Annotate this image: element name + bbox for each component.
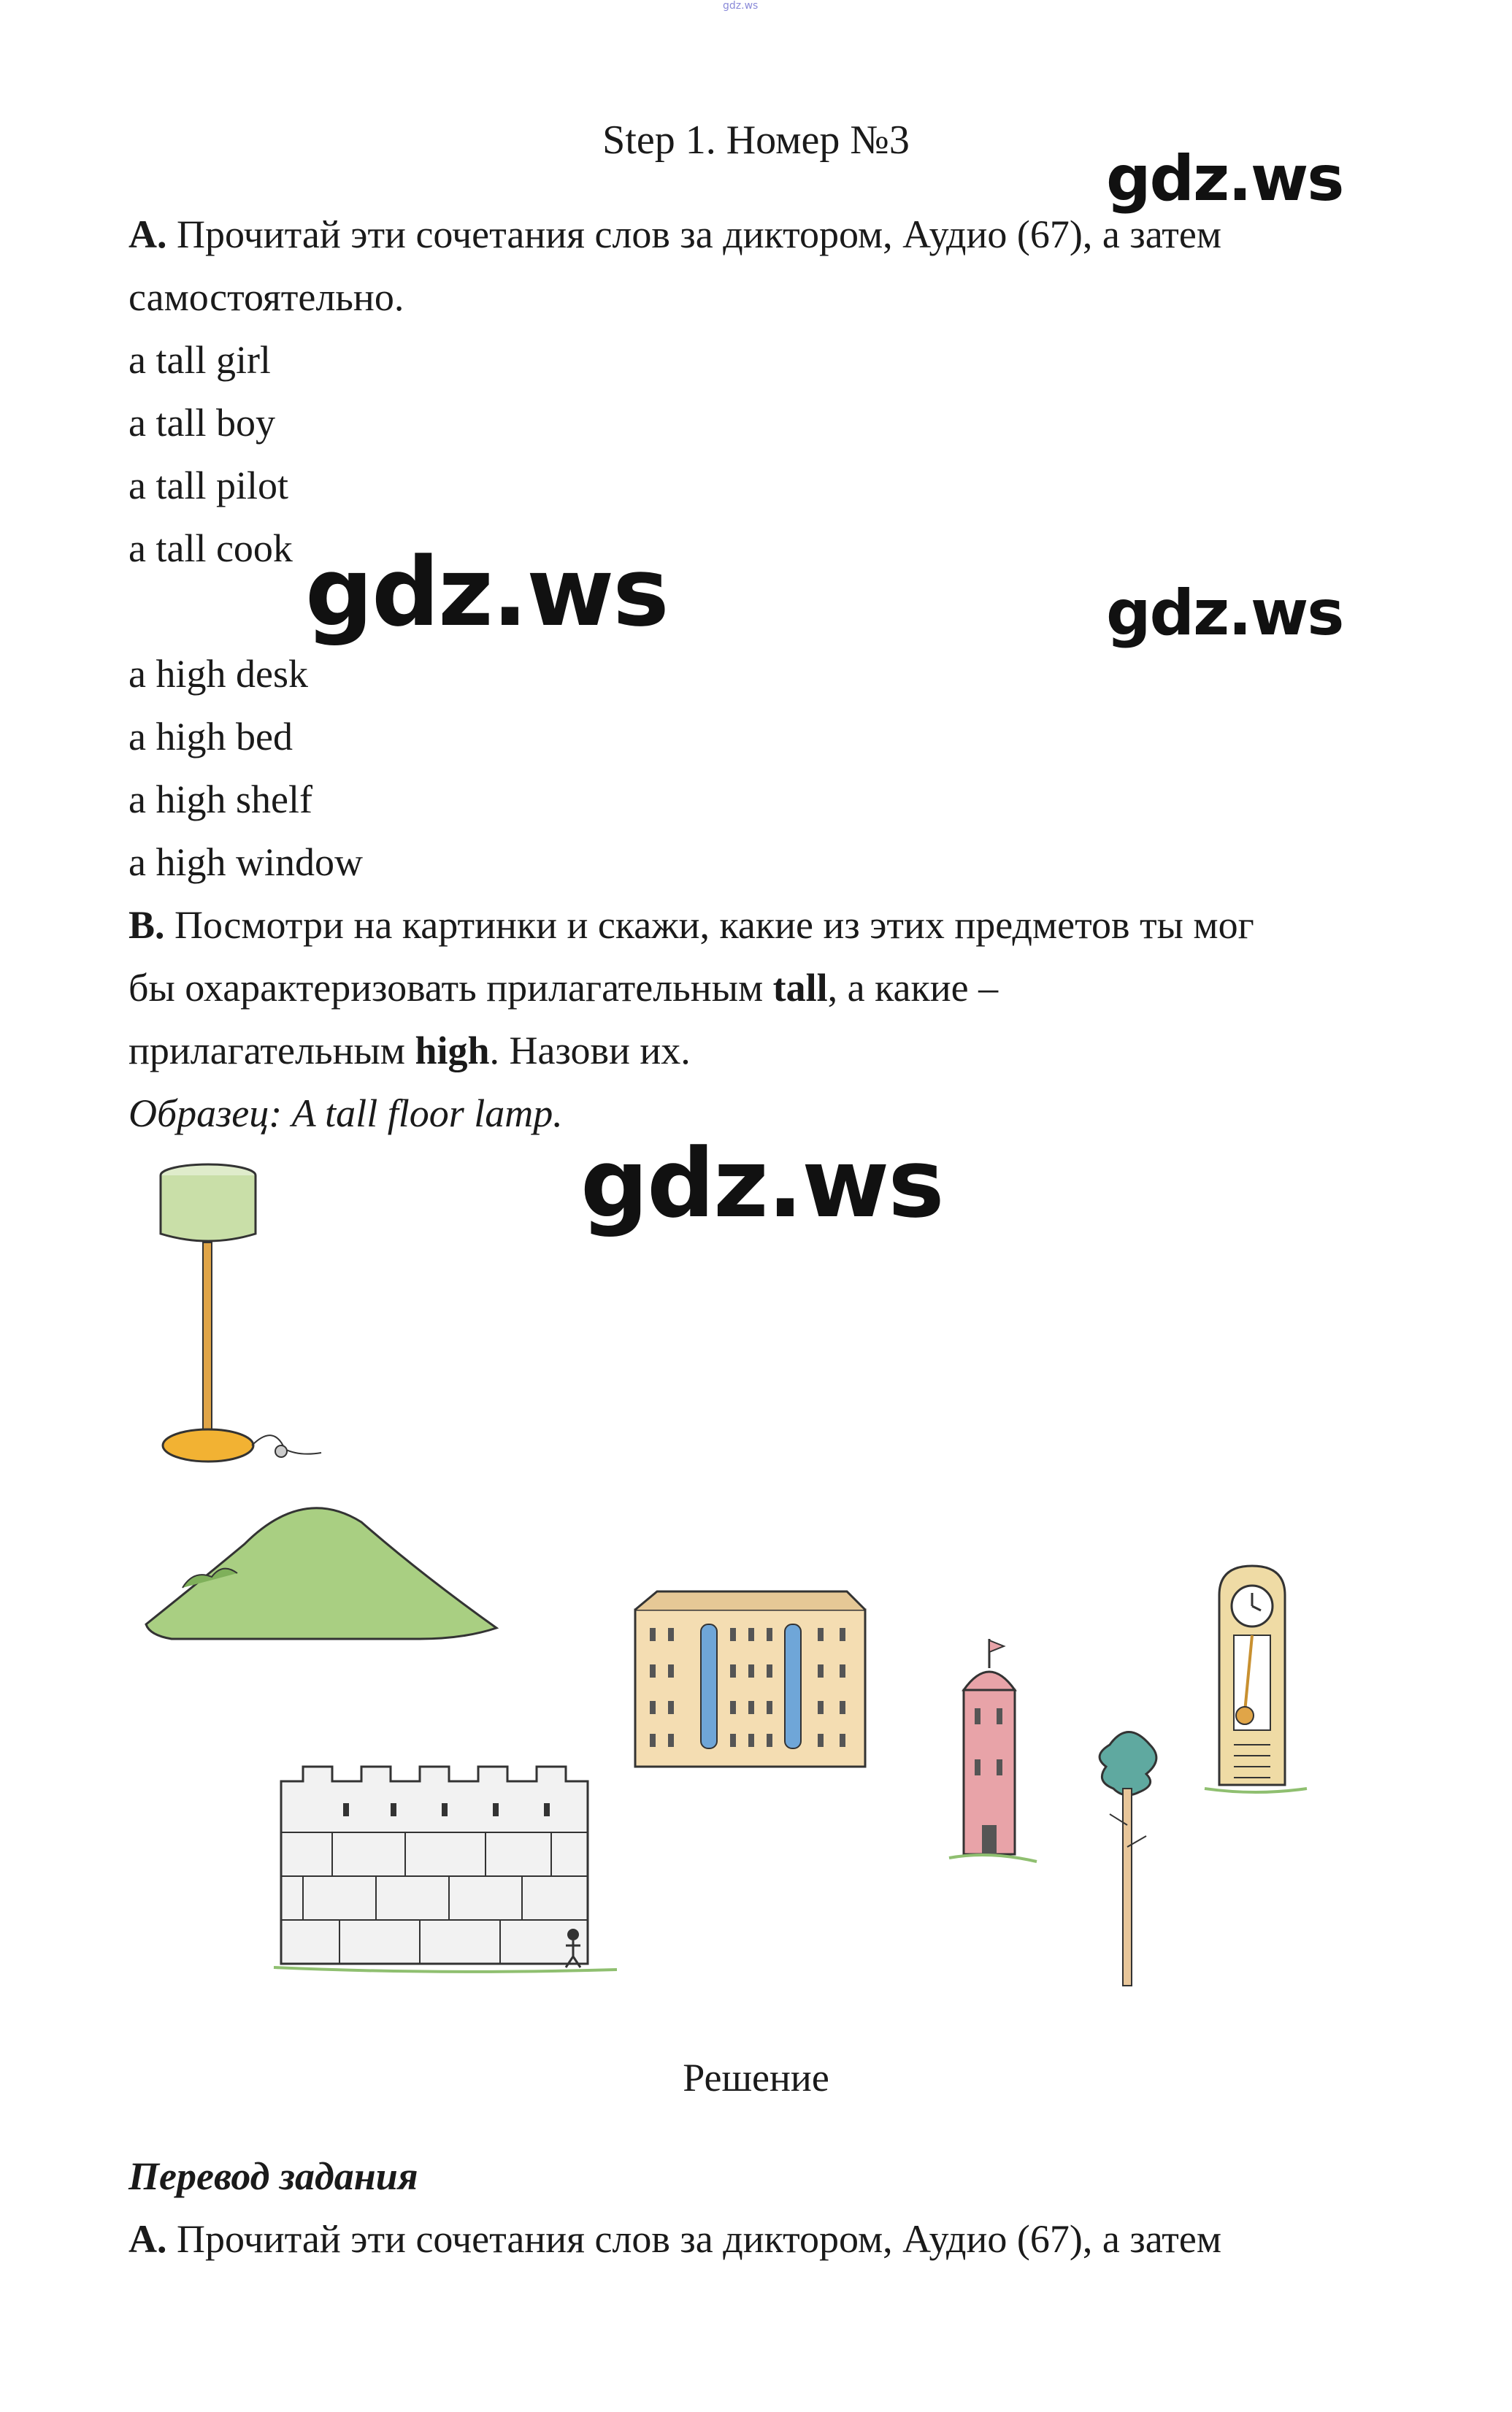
phrase-tall-girl: a tall girl — [128, 338, 271, 382]
watermark-1: gdz.ws — [1106, 142, 1343, 215]
tower-illustration — [949, 1639, 1037, 1865]
part-a-text: Прочитай эти сочетания слов за диктором, Аудио (67), а затем — [166, 212, 1221, 256]
part-a-instruction — [128, 212, 1221, 257]
grandfather-clock-illustration — [1201, 1562, 1310, 1803]
phrase-high-desk: a high desk — [128, 652, 308, 696]
watermark-2: gdz.ws — [305, 537, 668, 648]
wall-illustration — [274, 1759, 624, 1978]
phrase-tall-boy: a tall boy — [128, 401, 275, 445]
floor-lamp-illustration — [146, 1161, 336, 1475]
phrase-high-bed: a high bed — [128, 715, 293, 758]
translation-heading: Перевод задания — [128, 2154, 418, 2198]
part-b-line2 — [128, 965, 998, 1010]
part-b-line2-post: , а какие – — [827, 966, 999, 1010]
part-a-label: A. — [128, 212, 167, 256]
top-watermark: gdz.ws — [723, 0, 759, 12]
translation-part-a-text: Прочитай эти сочетания слов за диктором, Аудио (67), а затем — [166, 2217, 1221, 2261]
solution-heading: Решение — [683, 2056, 829, 2100]
word-high: high — [415, 1029, 490, 1072]
part-b-line1: Посмотри на картинки и скажи, какие из этих предметов ты мог — [164, 903, 1254, 947]
part-b-line2-pre: бы охарактеризовать прилагательным — [128, 966, 773, 1010]
translation-part-a-label: A. — [128, 2217, 167, 2261]
part-b-label: B. — [128, 903, 165, 947]
sample-answer: Образец: A tall floor lamp. — [128, 1091, 563, 1135]
part-b-line3-post: . Назови их. — [489, 1029, 691, 1072]
watermark-4: gdz.ws — [580, 1128, 943, 1239]
phrase-high-shelf: a high shelf — [128, 777, 312, 821]
part-a-instruction-cont: самостоятельно. — [128, 275, 404, 319]
phrase-tall-pilot: a tall pilot — [128, 464, 288, 507]
page-title: Step 1. Номер №3 — [602, 118, 910, 163]
building-illustration — [628, 1588, 876, 1774]
word-tall: tall — [772, 966, 828, 1010]
part-b-line3-pre: прилагательным — [128, 1029, 415, 1072]
phrase-high-window: a high window — [128, 840, 363, 884]
translation-part-a — [128, 2216, 1221, 2262]
hill-illustration — [142, 1493, 504, 1646]
part-b-instruction — [128, 902, 1254, 948]
phrase-tall-cook: a tall cook — [128, 526, 293, 570]
tree-illustration — [1088, 1723, 1168, 1993]
watermark-3: gdz.ws — [1106, 577, 1343, 650]
part-b-line3 — [128, 1028, 691, 1073]
